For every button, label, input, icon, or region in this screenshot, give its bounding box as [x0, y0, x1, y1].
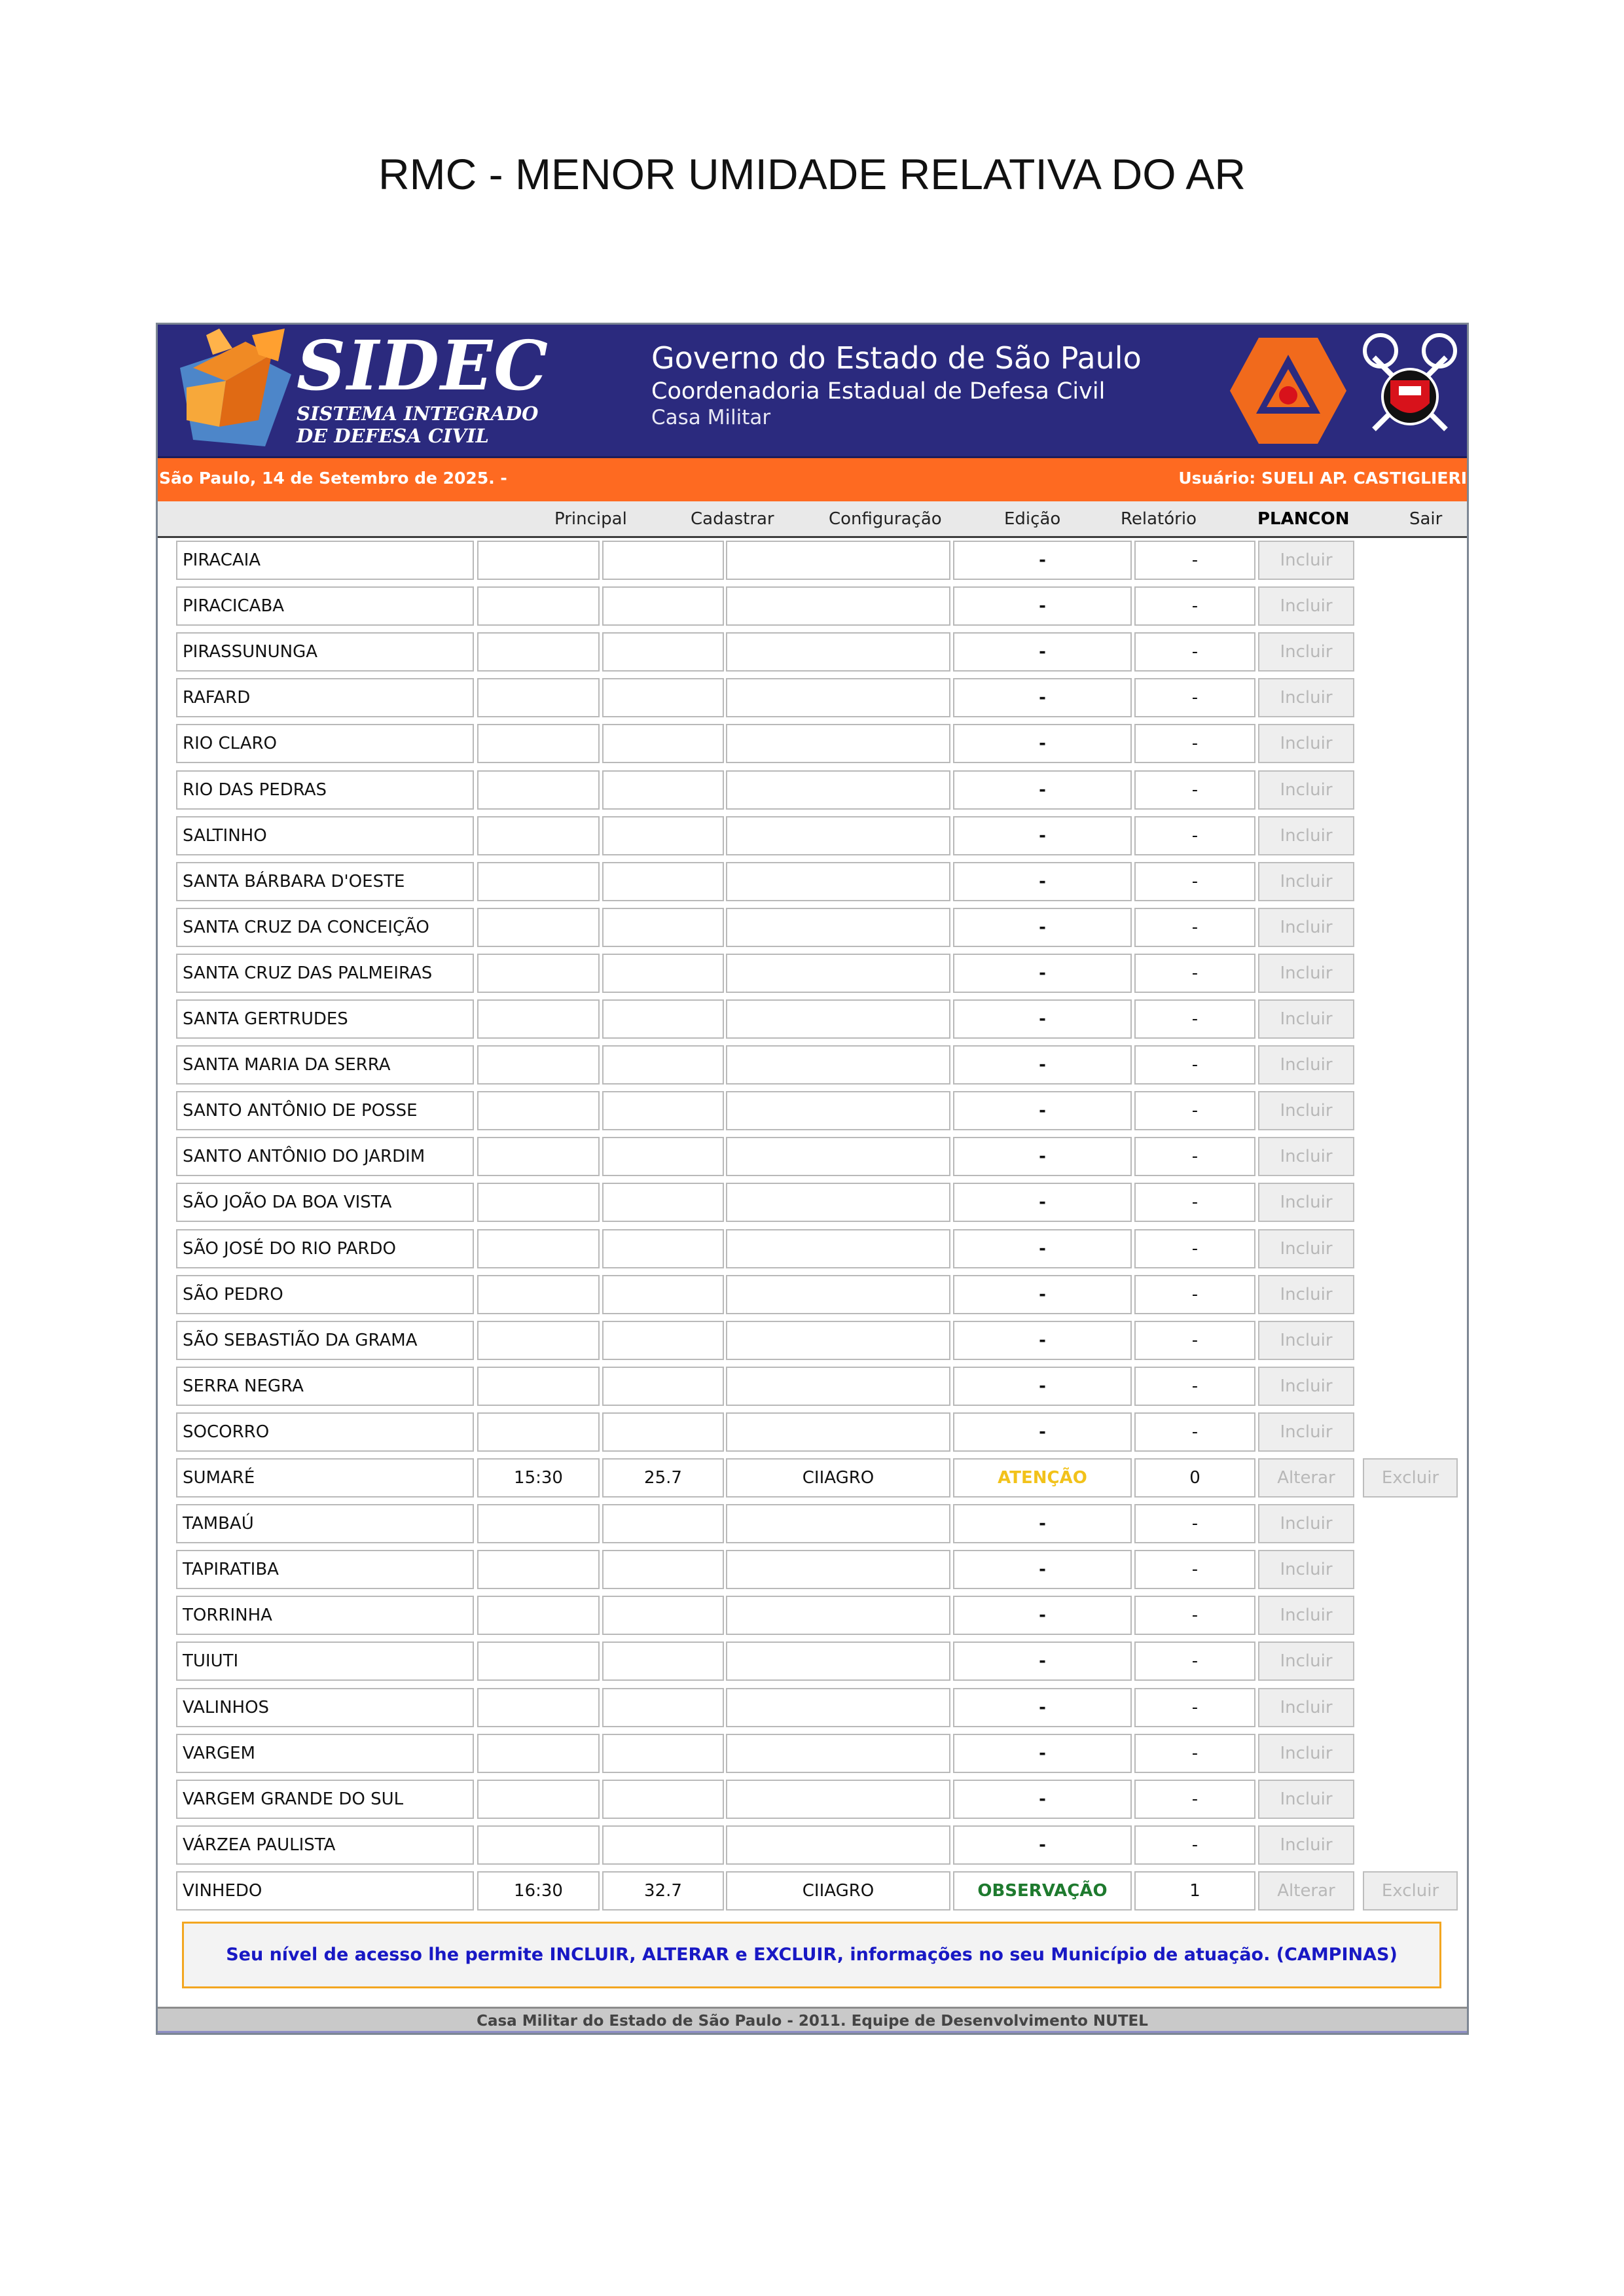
civil-defense-logo-icon [1229, 335, 1348, 446]
incluir-button[interactable]: Incluir [1258, 1229, 1354, 1268]
count-cell: - [1134, 1183, 1255, 1222]
count-cell: - [1134, 1596, 1255, 1635]
count-cell: - [1134, 862, 1255, 901]
alert-level-cell: - [953, 632, 1132, 672]
source-cell [726, 1091, 950, 1130]
source-cell [726, 1183, 950, 1222]
footer-shadow [158, 2031, 1467, 2034]
gov-title: Governo do Estado de São Paulo [651, 340, 1142, 376]
main-menu [158, 501, 1467, 538]
humidity-cell [602, 541, 724, 580]
menu-sair[interactable]: Sair [1409, 509, 1443, 529]
time-cell [477, 724, 600, 763]
city-name-cell: PIRACAIA [176, 541, 474, 580]
humidity-cell [602, 1688, 724, 1727]
incluir-button[interactable]: Incluir [1258, 1780, 1354, 1819]
source-cell [726, 1275, 950, 1314]
alterar-button[interactable]: Alterar [1258, 1871, 1354, 1910]
humidity-cell [602, 999, 724, 1039]
table-row [158, 1456, 1467, 1501]
table-row [158, 859, 1467, 905]
source-cell [726, 632, 950, 672]
table-row [158, 1685, 1467, 1731]
source-cell: CIIAGRO [726, 1458, 950, 1498]
incluir-button[interactable]: Incluir [1258, 1183, 1354, 1222]
city-name-cell: TORRINHA [176, 1596, 474, 1635]
alert-level-cell: - [953, 862, 1132, 901]
alert-level-cell: - [953, 1091, 1132, 1130]
humidity-cell [602, 1641, 724, 1681]
source-cell [726, 1229, 950, 1268]
source-cell [726, 1321, 950, 1360]
city-name-cell: VINHEDO [176, 1871, 474, 1910]
table-row [158, 951, 1467, 997]
alert-level-cell: - [953, 1825, 1132, 1865]
logo-subtitle-1: SISTEMA INTEGRADO [297, 403, 539, 425]
count-cell: - [1134, 1825, 1255, 1865]
count-cell: - [1134, 770, 1255, 810]
humidity-cell [602, 1504, 724, 1543]
access-level-notice: Seu nível de acesso lhe permite INCLUIR, ALTERAR e EXCLUIR, informações no seu Município de atuação. (CAMPINAS) [182, 1922, 1441, 1988]
alert-level-cell: - [953, 1641, 1132, 1681]
source-cell: CIIAGRO [726, 1871, 950, 1910]
city-name-cell: SÃO SEBASTIÃO DA GRAMA [176, 1321, 474, 1360]
source-cell [726, 586, 950, 626]
incluir-button[interactable]: Incluir [1258, 770, 1354, 810]
menu-configuracao[interactable]: Configuração [829, 509, 942, 529]
count-cell: - [1134, 1275, 1255, 1314]
incluir-button[interactable]: Incluir [1258, 724, 1354, 763]
table-row [158, 538, 1467, 584]
table-row [158, 1364, 1467, 1410]
incluir-button[interactable]: Incluir [1258, 1367, 1354, 1406]
count-cell: 0 [1134, 1458, 1255, 1498]
incluir-button[interactable]: Incluir [1258, 1275, 1354, 1314]
humidity-cell [602, 678, 724, 717]
alert-level-cell: - [953, 1504, 1132, 1543]
incluir-button[interactable]: Incluir [1258, 1091, 1354, 1130]
humidity-cell [602, 724, 724, 763]
document-title: RMC - MENOR UMIDADE RELATIVA DO AR [378, 150, 1246, 198]
humidity-cell [602, 1734, 724, 1773]
time-cell [477, 1504, 600, 1543]
humidity-cell [602, 1045, 724, 1085]
count-cell: - [1134, 586, 1255, 626]
incluir-button[interactable]: Incluir [1258, 999, 1354, 1039]
table-row [158, 1318, 1467, 1364]
table-row [158, 905, 1467, 951]
source-cell [726, 678, 950, 717]
alert-level-cell: - [953, 1321, 1132, 1360]
source-cell [726, 1137, 950, 1176]
humidity-cell: 32.7 [602, 1871, 724, 1910]
source-cell [726, 1367, 950, 1406]
source-cell [726, 724, 950, 763]
city-name-cell: RIO CLARO [176, 724, 474, 763]
table-row [158, 1823, 1467, 1869]
count-cell: - [1134, 999, 1255, 1039]
incluir-button[interactable]: Incluir [1258, 678, 1354, 717]
incluir-button[interactable]: Incluir [1258, 862, 1354, 901]
alert-level-cell: - [953, 1183, 1132, 1222]
city-name-cell: PIRASSUNUNGA [176, 632, 474, 672]
time-cell [477, 1045, 600, 1085]
incluir-button[interactable]: Incluir [1258, 1688, 1354, 1727]
incluir-button[interactable]: Incluir [1258, 541, 1354, 580]
incluir-button[interactable]: Incluir [1258, 1641, 1354, 1681]
time-cell [477, 1596, 600, 1635]
alert-level-cell: - [953, 1688, 1132, 1727]
menu-principal[interactable]: Principal [554, 509, 627, 529]
table-row [158, 1639, 1467, 1685]
source-cell [726, 1825, 950, 1865]
time-cell [477, 1825, 600, 1865]
incluir-button[interactable]: Incluir [1258, 1825, 1354, 1865]
incluir-button[interactable]: Incluir [1258, 586, 1354, 626]
table-row [158, 1134, 1467, 1180]
time-cell [477, 1091, 600, 1130]
table-row [158, 675, 1467, 721]
alert-level-cell: - [953, 678, 1132, 717]
alterar-button[interactable]: Alterar [1258, 1458, 1354, 1498]
city-name-cell: SALTINHO [176, 816, 474, 855]
alert-level-cell: - [953, 1045, 1132, 1085]
source-cell [726, 1596, 950, 1635]
alert-level-cell: OBSERVAÇÃO [953, 1871, 1132, 1910]
count-cell: - [1134, 1780, 1255, 1819]
count-cell: - [1134, 1734, 1255, 1773]
time-cell [477, 1412, 600, 1452]
city-name-cell: SANTA BÁRBARA D'OESTE [176, 862, 474, 901]
time-cell [477, 1780, 600, 1819]
alert-level-cell: - [953, 1275, 1132, 1314]
humidity-cell [602, 1137, 724, 1176]
source-cell [726, 1412, 950, 1452]
sidec-window [156, 323, 1469, 2035]
time-cell [477, 999, 600, 1039]
time-cell [477, 862, 600, 901]
table-row [158, 1272, 1467, 1318]
table-row [158, 1777, 1467, 1823]
footer: Casa Militar do Estado de São Paulo - 2011. Equipe de Desenvolvimento NUTEL [158, 2007, 1467, 2035]
alert-level-cell: - [953, 586, 1132, 626]
alert-level-cell: - [953, 999, 1132, 1039]
count-cell: - [1134, 816, 1255, 855]
time-cell [477, 1229, 600, 1268]
incluir-button[interactable]: Incluir [1258, 1550, 1354, 1589]
count-cell: - [1134, 541, 1255, 580]
time-cell [477, 586, 600, 626]
city-name-cell: SÃO PEDRO [176, 1275, 474, 1314]
humidity-cell [602, 954, 724, 993]
humidity-cell [602, 1229, 724, 1268]
alert-level-cell: - [953, 954, 1132, 993]
logo-subtitle-2: DE DEFESA CIVIL [297, 425, 489, 447]
incluir-button[interactable]: Incluir [1258, 1504, 1354, 1543]
menu-relatorio[interactable]: Relatório [1121, 509, 1197, 529]
city-name-cell: SANTA CRUZ DAS PALMEIRAS [176, 954, 474, 993]
count-cell: - [1134, 1045, 1255, 1085]
menu-plancon[interactable]: PLANCON [1257, 509, 1350, 529]
time-cell [477, 770, 600, 810]
alert-level-cell: - [953, 1412, 1132, 1452]
incluir-button[interactable]: Incluir [1258, 1734, 1354, 1773]
alert-level-cell: - [953, 1734, 1132, 1773]
alert-level-cell: ATENÇÃO [953, 1458, 1132, 1498]
time-cell [477, 632, 600, 672]
table-row [158, 1088, 1467, 1134]
logged-user: Usuário: SUELI AP. CASTIGLIERI [1178, 469, 1467, 488]
table-row [158, 1410, 1467, 1456]
table-row [158, 1180, 1467, 1226]
city-name-cell: SOCORRO [176, 1412, 474, 1452]
humidity-cell: 25.7 [602, 1458, 724, 1498]
alert-level-cell: - [953, 770, 1132, 810]
table-row [158, 721, 1467, 767]
count-cell: - [1134, 1412, 1255, 1452]
city-name-cell: SÃO JOÃO DA BOA VISTA [176, 1183, 474, 1222]
count-cell: 1 [1134, 1871, 1255, 1910]
incluir-button[interactable]: Incluir [1258, 1137, 1354, 1176]
menu-cadastrar[interactable]: Cadastrar [691, 509, 774, 529]
table-row [158, 814, 1467, 859]
alert-level-cell: - [953, 1596, 1132, 1635]
humidity-cell [602, 1275, 724, 1314]
source-cell [726, 1550, 950, 1589]
time-cell [477, 1183, 600, 1222]
city-name-cell: RIO DAS PEDRAS [176, 770, 474, 810]
table-row [158, 630, 1467, 675]
humidity-cell [602, 816, 724, 855]
source-cell [726, 1504, 950, 1543]
humidity-cell [602, 632, 724, 672]
menu-edicao[interactable]: Edição [1004, 509, 1061, 529]
table-row [158, 1593, 1467, 1639]
city-name-cell: TUIUTI [176, 1641, 474, 1681]
humidity-cell [602, 1367, 724, 1406]
time-cell [477, 1688, 600, 1727]
time-cell [477, 816, 600, 855]
count-cell: - [1134, 1367, 1255, 1406]
count-cell: - [1134, 1321, 1255, 1360]
city-name-cell: SANTO ANTÔNIO DE POSSE [176, 1091, 474, 1130]
incluir-button[interactable]: Incluir [1258, 1596, 1354, 1635]
count-cell: - [1134, 1137, 1255, 1176]
incluir-button[interactable]: Incluir [1258, 1412, 1354, 1452]
source-cell [726, 541, 950, 580]
count-cell: - [1134, 1550, 1255, 1589]
incluir-button[interactable]: Incluir [1258, 816, 1354, 855]
humidity-cell [602, 1091, 724, 1130]
time-cell [477, 1550, 600, 1589]
city-name-cell: TAPIRATIBA [176, 1550, 474, 1589]
city-name-cell: VARGEM [176, 1734, 474, 1773]
time-cell [477, 1367, 600, 1406]
humidity-cell [602, 1780, 724, 1819]
city-name-cell: SANTA CRUZ DA CONCEIÇÃO [176, 908, 474, 947]
city-name-cell: SÃO JOSÉ DO RIO PARDO [176, 1229, 474, 1268]
source-cell [726, 862, 950, 901]
sidec-logo-icon [167, 329, 295, 454]
alert-level-cell: - [953, 1137, 1132, 1176]
table-row [158, 1227, 1467, 1272]
source-cell [726, 1045, 950, 1085]
source-cell [726, 816, 950, 855]
source-cell [726, 999, 950, 1039]
city-name-cell: SUMARÉ [176, 1458, 474, 1498]
incluir-button[interactable]: Incluir [1258, 1045, 1354, 1085]
time-cell: 16:30 [477, 1871, 600, 1910]
incluir-button[interactable]: Incluir [1258, 954, 1354, 993]
table-row [158, 768, 1467, 814]
humidity-cell [602, 862, 724, 901]
humidity-cell [602, 1596, 724, 1635]
source-cell [726, 1780, 950, 1819]
humidity-cell [602, 1412, 724, 1452]
count-cell: - [1134, 724, 1255, 763]
table-row [158, 1869, 1467, 1914]
table-row [158, 584, 1467, 630]
count-cell: - [1134, 954, 1255, 993]
time-cell [477, 678, 600, 717]
table-row [158, 997, 1467, 1043]
city-name-cell: SANTA GERTRUDES [176, 999, 474, 1039]
time-cell: 15:30 [477, 1458, 600, 1498]
status-bar [158, 458, 1467, 501]
source-cell [726, 1688, 950, 1727]
humidity-cell [602, 1321, 724, 1360]
count-cell: - [1134, 1688, 1255, 1727]
time-cell [477, 1321, 600, 1360]
table-row [158, 1547, 1467, 1593]
count-cell: - [1134, 1229, 1255, 1268]
source-cell [726, 1734, 950, 1773]
humidity-cell [602, 770, 724, 810]
humidity-cell [602, 1550, 724, 1589]
time-cell [477, 1275, 600, 1314]
alert-level-cell: - [953, 1550, 1132, 1589]
gov-subtitle: Coordenadoria Estadual de Defesa Civil [651, 378, 1106, 404]
alert-level-cell: - [953, 1367, 1132, 1406]
humidity-cell [602, 908, 724, 947]
count-cell: - [1134, 678, 1255, 717]
source-cell [726, 770, 950, 810]
count-cell: - [1134, 1641, 1255, 1681]
current-date: São Paulo, 14 de Setembro de 2025. - [159, 469, 507, 488]
source-cell [726, 954, 950, 993]
city-name-cell: SANTO ANTÔNIO DO JARDIM [176, 1137, 474, 1176]
city-name-cell: PIRACICABA [176, 586, 474, 626]
count-cell: - [1134, 908, 1255, 947]
humidity-cell [602, 1825, 724, 1865]
city-name-cell: TAMBAÚ [176, 1504, 474, 1543]
alert-level-cell: - [953, 541, 1132, 580]
humidity-cell [602, 1183, 724, 1222]
gov-department: Casa Militar [651, 406, 771, 429]
table-row [158, 1501, 1467, 1547]
city-name-cell: SERRA NEGRA [176, 1367, 474, 1406]
city-name-cell: VÁRZEA PAULISTA [176, 1825, 474, 1865]
incluir-button[interactable]: Incluir [1258, 908, 1354, 947]
incluir-button[interactable]: Incluir [1258, 632, 1354, 672]
alert-level-cell: - [953, 1780, 1132, 1819]
count-cell: - [1134, 1504, 1255, 1543]
alert-level-cell: - [953, 908, 1132, 947]
incluir-button[interactable]: Incluir [1258, 1321, 1354, 1360]
source-cell [726, 908, 950, 947]
count-cell: - [1134, 1091, 1255, 1130]
city-name-cell: RAFARD [176, 678, 474, 717]
count-cell: - [1134, 632, 1255, 672]
alert-level-cell: - [953, 1229, 1132, 1268]
humidity-cell [602, 586, 724, 626]
time-cell [477, 954, 600, 993]
table-row [158, 1731, 1467, 1777]
city-name-cell: SANTA MARIA DA SERRA [176, 1045, 474, 1085]
excluir-button[interactable]: Excluir [1363, 1458, 1458, 1498]
city-name-cell: VARGEM GRANDE DO SUL [176, 1780, 474, 1819]
time-cell [477, 1641, 600, 1681]
alert-level-cell: - [953, 724, 1132, 763]
alert-level-cell: - [953, 816, 1132, 855]
military-crest-icon [1361, 331, 1459, 449]
time-cell [477, 1137, 600, 1176]
header-banner [158, 325, 1467, 458]
time-cell [477, 541, 600, 580]
time-cell [477, 908, 600, 947]
sidec-logo-text: SIDEC [297, 325, 549, 406]
table-row [158, 1043, 1467, 1088]
city-name-cell: VALINHOS [176, 1688, 474, 1727]
excluir-button[interactable]: Excluir [1363, 1871, 1458, 1910]
source-cell [726, 1641, 950, 1681]
time-cell [477, 1734, 600, 1773]
